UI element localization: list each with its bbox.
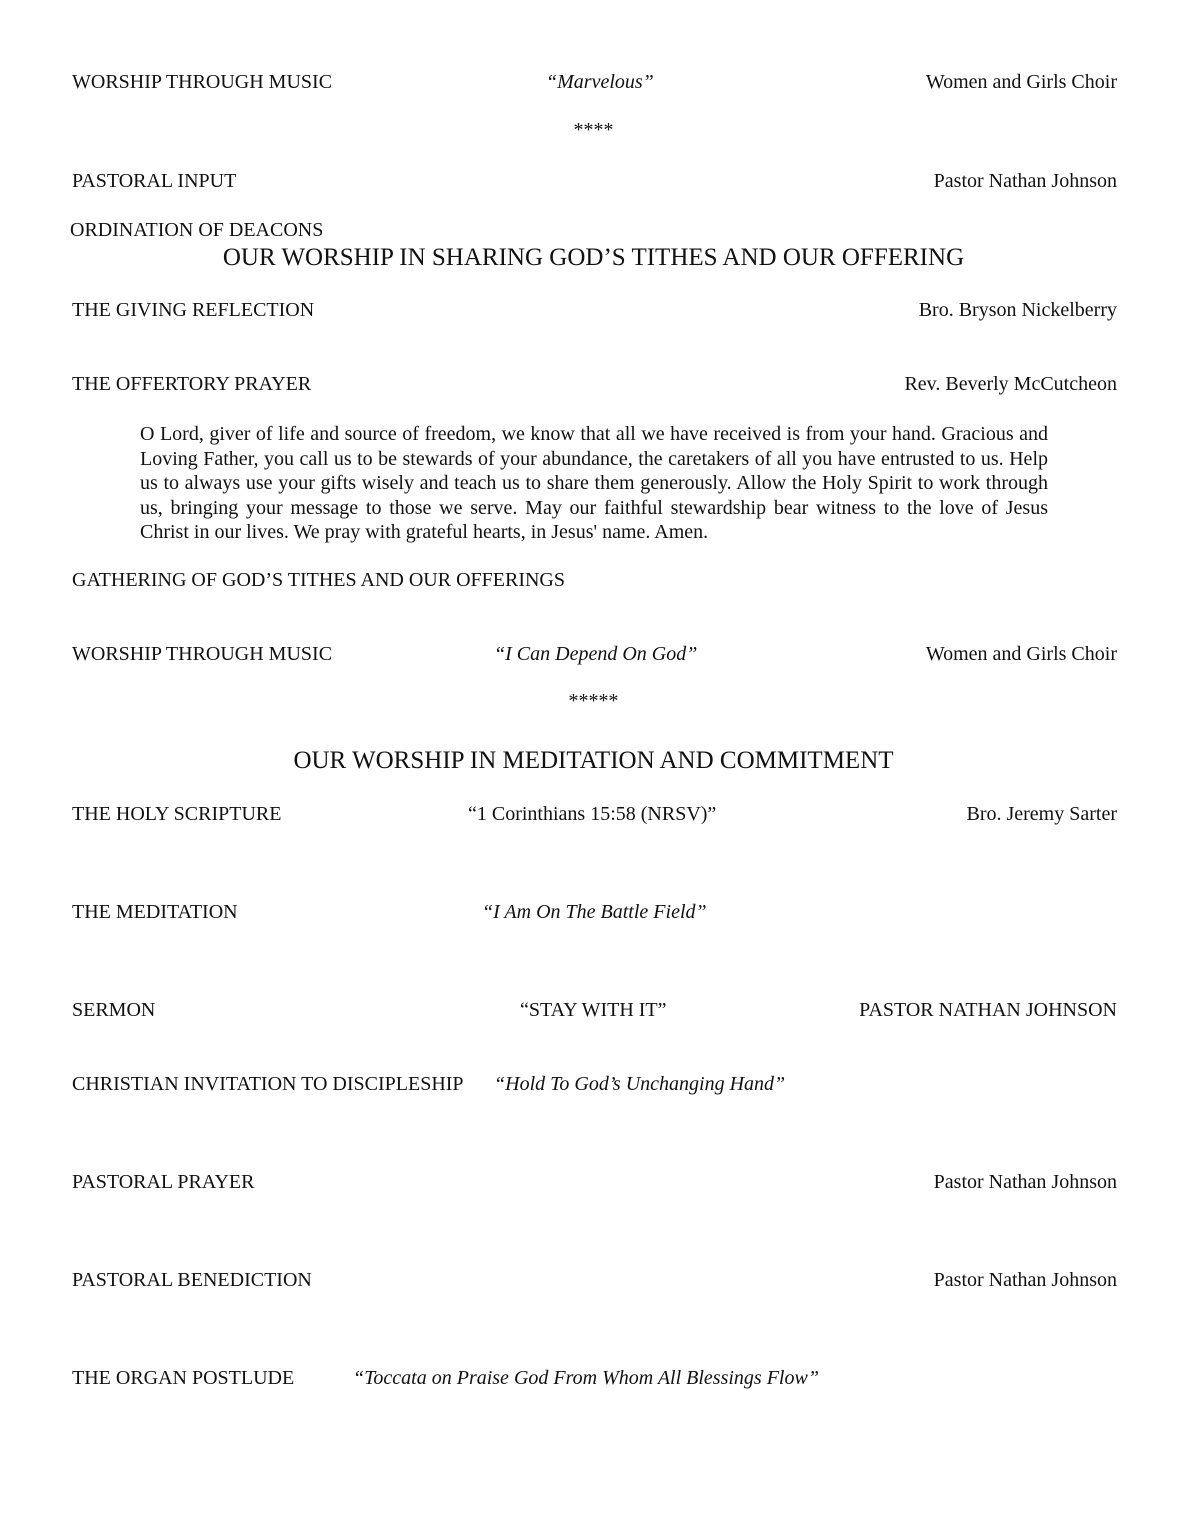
benediction-person: Pastor Nathan Johnson	[933, 1269, 1117, 1291]
gathering-label: GATHERING OF GOD’S TITHES AND OUR OFFERINGS	[72, 569, 565, 591]
invitation-label: CHRISTIAN INVITATION TO DISCIPLESHIP	[72, 1073, 464, 1095]
separator-1: ****	[573, 119, 614, 141]
sermon-label: SERMON	[72, 999, 156, 1021]
invitation-title: “Hold To God’s Unchanging Hand”	[494, 1073, 786, 1095]
pastoral-prayer-label: PASTORAL PRAYER	[72, 1171, 255, 1193]
offertory-prayer-text: O Lord, giver of life and source of freedom, we know that all we have received is from your hand. Gracious and Loving Father, you call us to be stewards of your abundance, the caretakers of all you have entrusted to us. Help us to always use your gifts wisely and teach us to share them generously. Allow the Holy Spirit to work through us, bringing your message to those we serve. May our faithful stewardship bear witness to the love of Jesus Christ in our lives. We pray with grateful hearts, in Jesus' name. Amen.	[140, 423, 1048, 543]
music2-label: WORSHIP THROUGH MUSIC	[72, 643, 333, 665]
postlude-title: “Toccata on Praise God From Whom All Blessings Flow”	[353, 1367, 819, 1389]
pastoral-input-label: PASTORAL INPUT	[72, 170, 237, 192]
scripture-person: Bro. Jeremy Sarter	[966, 803, 1117, 825]
music1-label: WORSHIP THROUGH MUSIC	[72, 71, 333, 93]
offertory-person: Rev. Beverly McCutcheon	[904, 373, 1117, 395]
pastoral-input-person: Pastor Nathan Johnson	[933, 170, 1117, 192]
scripture-title: “1 Corinthians 15:58 (NRSV)”	[468, 803, 717, 825]
scripture-label: THE HOLY SCRIPTURE	[72, 803, 282, 825]
separator-2: *****	[568, 690, 619, 712]
music2-title: “I Can Depend On God”	[494, 643, 698, 665]
postlude-label: THE ORGAN POSTLUDE	[72, 1367, 295, 1389]
music2-person: Women and Girls Choir	[925, 643, 1117, 665]
ordination-label: ORDINATION OF DEACONS	[70, 219, 324, 241]
music1-person: Women and Girls Choir	[925, 71, 1117, 93]
giving-person: Bro. Bryson Nickelberry	[918, 299, 1117, 321]
meditation-label: THE MEDITATION	[72, 901, 238, 923]
music1-title: “Marvelous”	[546, 71, 654, 93]
meditation-title: “I Am On The Battle Field”	[482, 901, 707, 923]
benediction-label: PASTORAL BENEDICTION	[72, 1269, 312, 1291]
heading-offering: OUR WORSHIP IN SHARING GOD’S TITHES AND OUR OFFERING	[222, 244, 965, 271]
sermon-title: “STAY WITH IT”	[520, 999, 667, 1021]
giving-label: THE GIVING REFLECTION	[72, 299, 315, 321]
heading-meditation: OUR WORSHIP IN MEDITATION AND COMMITMENT	[293, 747, 894, 774]
pastoral-prayer-person: Pastor Nathan Johnson	[933, 1171, 1117, 1193]
offertory-label: THE OFFERTORY PRAYER	[72, 373, 312, 395]
sermon-person: PASTOR NATHAN JOHNSON	[859, 999, 1117, 1021]
